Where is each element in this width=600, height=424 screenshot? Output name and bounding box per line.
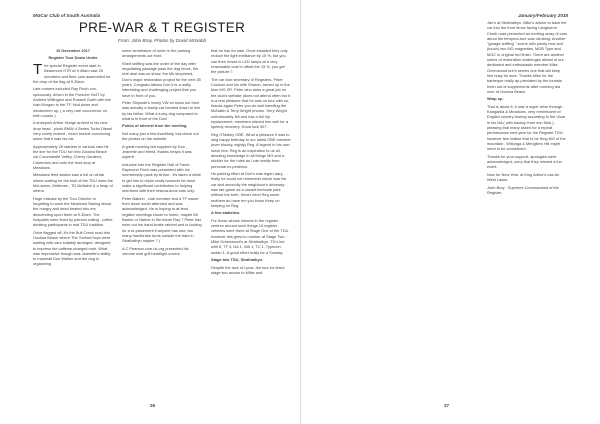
subheading: A few statistics.	[211, 210, 241, 216]
drop-cap: T	[33, 60, 43, 78]
page-title: PRE-WAR & T REGISTER	[78, 20, 246, 35]
byline: From: John Bray, Photos by David McNabb	[118, 38, 206, 43]
paragraph: The car club secretary of Registers, Peter Coulson and his wife Sharon, turned up in the blue MG ZR. Peter who does a great job on the club's website (does not attend often but it is a real pleasure that he was on tour with us, thanks again Peter you do well handling the McNabb & Terry Wright photos. Terry Wright unfortunately fell and has a full hip replacement, members wished him well for a speedy recovery. Good luck 007.	[211, 76, 291, 130]
club-header: MGCar Club of South Australia	[33, 13, 101, 18]
paragraph: The special Register event start in Beaumont OTR at 9.45am saw 25 members and their cars assembled for the drop of the flag at 9.30am.	[33, 60, 111, 84]
article-column-4	[487, 20, 567, 197]
page-number: 27	[444, 403, 450, 408]
paragraph: Now for New Year, at King Arthur's cas-tle, West Lakes.	[487, 171, 560, 183]
paragraph: Peter Baturin , club member and a TF owner from down south attended and was acknowledged. He is hoping to at-tend register meetings closer to home, maybe Mt Barker or Nairne in the future Ray ? Peter has worn out his hand-brake ratchet and is looking for a re-placement if anyone has one; too many handbrake turns outside the bark in Strathalbyn maybe ? )	[122, 195, 202, 244]
paragraph: Reg O'Malley OBE. What a pleasure it was to sing happy birthday to our latest OBE member (ever bloody, eighty) Reg. A legend in his own lunch box. Reg is an inspiration to us all, amazing knowledge in all things MG and a stickler for the rules as I can testify from personal ex-perience.	[211, 131, 291, 169]
paragraph: Jan's at Strathalbyn. Mike's advice to back the car into the front fence facing Langhorne Creek road presented an exciting array of cars about the tempera-ture was climbing. Another "garage sniffing " scene with plenty new and (touch) two MG magnettes, MGB Type and MGC in original red finish. There are another series of restoration challenges ahead of our dedicated and enthusiastic member Mike Greenwood but it seems one that will keep him busy for sure. Thanks Mike for the barbeque really ap-preciated by the tourists fresh out of supplements after morning tea over at Goolwa Beach.	[487, 20, 568, 94]
paragraph: that he has for sale. Once installed they only reduce the light emittance by 15 %, but you can then invest in LED lamps at a very reasonable cost to offset the 15 %, you get the picture ?.	[211, 48, 288, 75]
paragraph: Approximately 25 starters in various cars hit the line for the TDU run into Goolwa Beach via Coromandel Valley, Cherry Gardens, Clarendon and onto the food stop at Meadows.	[33, 143, 109, 170]
paragraph: some semblance of order in the parking arrangements out front.	[122, 48, 191, 59]
paragraph: A sheepish Arthur Hodge arrived in his new drop head , plush BMW 4 Series Turbo Diesel. Very comfy indeed , much trouble convincing some that it was his car.	[33, 120, 114, 142]
paragraph: That is about it, it was a super drive through Kangarilla & Meadows, very reminiscent of English country touring according to the Vicar in his NA ( with backup from son Nick ), pleasing that many asked for a repeat performance next year for the Register TDU, however few realise that to be King MG of the mountain , Willunga & Mengilers Hill might need to be considered.	[487, 103, 566, 152]
paragraph: Huge mistake by the Tour Director in forgetting to warn the Meadows Baking about the hungry and dead beated driv-ers descending upon them at 9.30am. The footpaths were lined by patrons eating , coffee drinking participants in real TDU tradition.	[33, 195, 113, 228]
paragraph: Late comers included Ray Finch con-spicuously, driven in the Porsche 944T by Andrew Willington and Russell Garth with the Ivan Morgan in the TF. Nod down and windscreen up, ( a very rare occurrence on both counts ).	[33, 86, 111, 118]
paragraph: For those whose interest in the register centres around such things 15 register vehicles were there at Stage One of the TDU, however this grew in number at Stage Two ; Mike Greenwood's at Strathalbyn. TD's led with 6, TF 4, NA 1, WA 1, TC 1, Typhoon sedan 1. A good effort really for a Sunday.	[211, 217, 290, 255]
paragraph: Shed sniffing was the order of the day after negotiating passage pass the dog fence, the real deal was on show, the Mk shopheed, Don's major restoration project for the next 35 years. Congratu-lations Don it is a really interesting and challenging project that you have in front of you.	[122, 60, 201, 98]
subheading: Stage two TDU, Strathalbyn.	[211, 257, 264, 263]
paragraph: Thanks for your support, apologies were acknowledged, sorry that they missed a fun event.	[487, 153, 562, 170]
signature: John Bray , Supreme Commandant of the Register.	[487, 184, 559, 195]
article-column-3	[211, 48, 291, 277]
article-column-1	[33, 48, 113, 269]
paragraph: Inductee into the Register Hall of Fame. Raymond Finch was presented with his membership pack by Arthur , it's taken a while to get him to rejoin really however he done make a significant contribution to helping members with their restora-tions cars only.	[122, 161, 202, 194]
paragraph: Peter Shipside's lovely VW on show out front was actually a family car handed down to him by his father. What a lucky dog compared to what is in front of the Don!	[122, 100, 201, 121]
right-page	[300, 0, 600, 424]
event-heading: Register Tour Down Under	[48, 55, 98, 61]
paragraph: Despite the lack of Lycra, the tour en-tered stage two across to Milke and	[211, 264, 285, 275]
paragraph: He parking effort at Don's was legen-dary, firstly he could not remember which was his car and secondly the neighbour's driveway was fair game as a vacant kerbside park without the kerb. Never mind Reg some mothers do have em you know Keep on keeping on Reg.	[211, 171, 287, 208]
issue-date-header: January/February 2018	[517, 13, 568, 18]
subheading: Wrap up.	[487, 96, 504, 102]
date-heading: 10 December 2017	[56, 48, 90, 53]
article-column-2	[122, 48, 202, 258]
page-number: 26	[150, 403, 156, 408]
paragraph: Once flagged off, it's the Bull Creek road into Goolwa Beach where The Toxford boys were waiting with cars suitably arranged, designed to impress the caffeine-charged mob. What was impressive though was Jeanette's ability to marshall Don Walker and the dog in organizing	[33, 229, 111, 267]
paragraph: Meadows feed station saw a full on af-fair where waiting for the bulk of the TDU were the McLarens, Mellenes , TD McNabb & a heap of others.	[33, 172, 113, 194]
paragraph: A great morning tea supplied by Don , Jeanette and friend, thanks heaps it was superb.	[122, 143, 192, 160]
paragraph: Not many just a few thankfully, but check out the photos on the website.	[122, 130, 199, 142]
paragraph: A C Pearson.com.uk.org presented his chrome wire grill headlight covers	[122, 245, 189, 256]
subheading: Points of interest from the meeting.	[122, 123, 188, 129]
